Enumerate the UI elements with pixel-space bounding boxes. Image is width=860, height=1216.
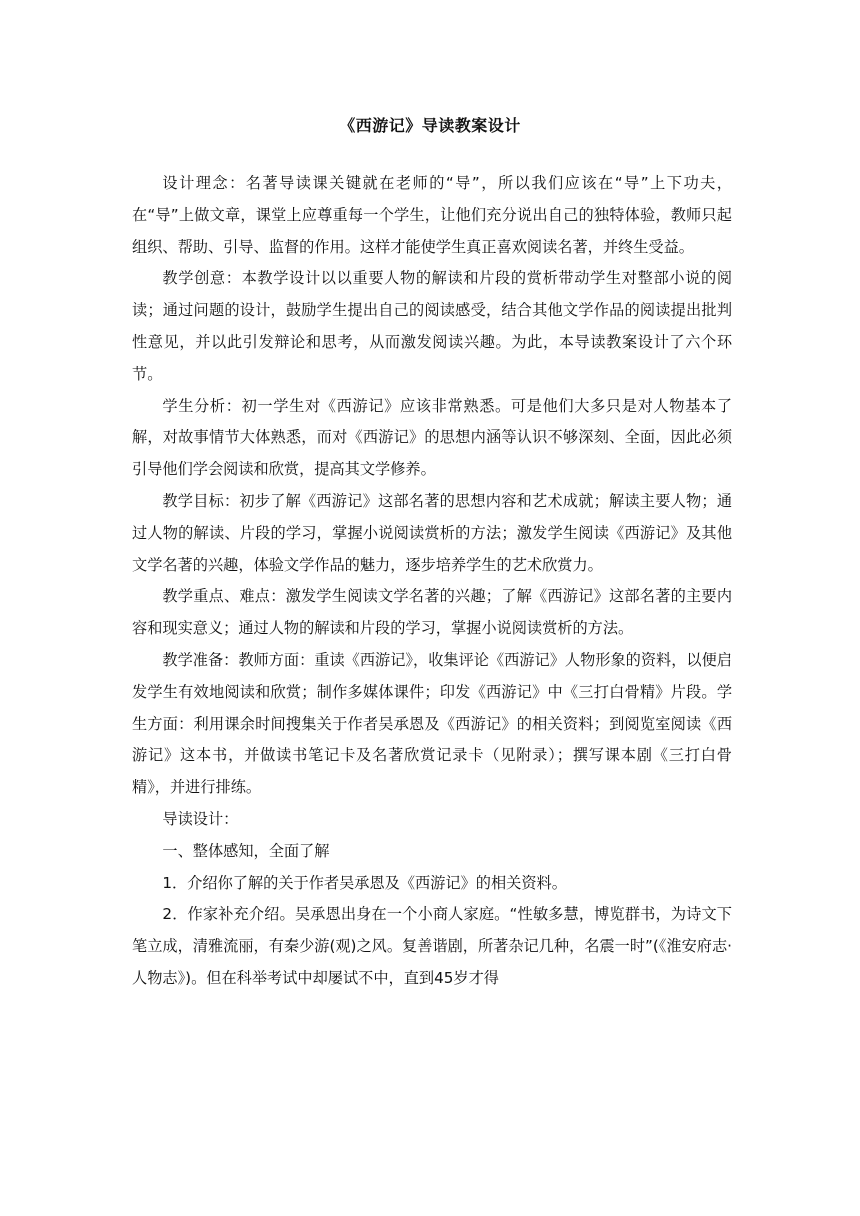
paragraph-teaching-goals: 教学目标：初步了解《西游记》这部名著的思想内容和艺术成就；解读主要人物；通过人物的解读、片段的学习，掌握小说阅读赏析的方法；激发学生阅读《西游记》及其他文学名著的兴趣，体验文学作品的魅力，逐步培养学生的艺术欣赏力。	[132, 491, 732, 574]
list-item-2: 2．作家补充介绍。吴承恩出身在一个小商人家庭。“性敏多慧，博览群书，为诗文下笔立成，清雅流丽，有秦少游(观)之风。复善谐剧，所著杂记几种，名震一时”(《淮安府志·人物志》)。但在科举考试中却屡试不中，直到45岁才得	[132, 905, 732, 987]
document-title: 《西游记》导读教案设计	[339, 116, 521, 135]
paragraph-guide-design: 导读设计：	[162, 809, 239, 828]
paragraph-teaching-idea: 教学创意：本教学设计以以重要人物的解读和片段的赏析带动学生对整部小说的阅读；通过问题的设计，鼓励学生提出自己的阅读感受，结合其他文学作品的阅读提出批判性意见，并以此引发辩论和思考，从而激发阅读兴趣。为此，本导读教案设计了六个环节。	[132, 269, 732, 383]
list-item-1: 1．介绍你了解的关于作者吴承恩及《西游记》的相关资料。	[162, 873, 567, 892]
paragraph-student-analysis: 学生分析：初一学生对《西游记》应该非常熟悉。可是他们大多只是对人物基本了解，对故事情节大体熟悉，而对《西游记》的思想内涵等认识不够深刻、全面，因此必须引导他们学会阅读和欣赏，提高其文学修养。	[132, 396, 732, 479]
paragraph-preparation: 教学准备：教师方面：重读《西游记》，收集评论《西游记》人物形象的资料，以便启发学生有效地阅读和欣赏；制作多媒体课件；印发《西游记》中《三打白骨精》片段。学生方面：利用课余时间搜集关于作者吴承恩及《西游记》的相关资料；到阅览室阅读《西游记》这本书，并做读书笔记卡及名著欣赏记录卡（见附录）；撰写课本剧《三打白骨精》，并进行排练。	[132, 650, 732, 797]
paragraph-key-points: 教学重点、难点：激发学生阅读文学名著的兴趣；了解《西游记》这部名著的主要内容和现实意义；通过人物的解读和片段的学习，掌握小说阅读赏析的方法。	[132, 587, 732, 638]
document-body	[132, 168, 732, 995]
paragraph-design-concept: 设计理念：名著导读课关键就在老师的“导”，所以我们应该在“导”上下功夫，在“导”上做文章，课堂上应尊重每一个学生，让他们充分说出自己的独特体验，教师只起组织、帮助、引导、监督的作用。这样才能使学生真正喜欢阅读名著，并终生受益。	[132, 174, 732, 256]
section-heading-overall: 一、整体感知，全面了解	[162, 841, 330, 860]
